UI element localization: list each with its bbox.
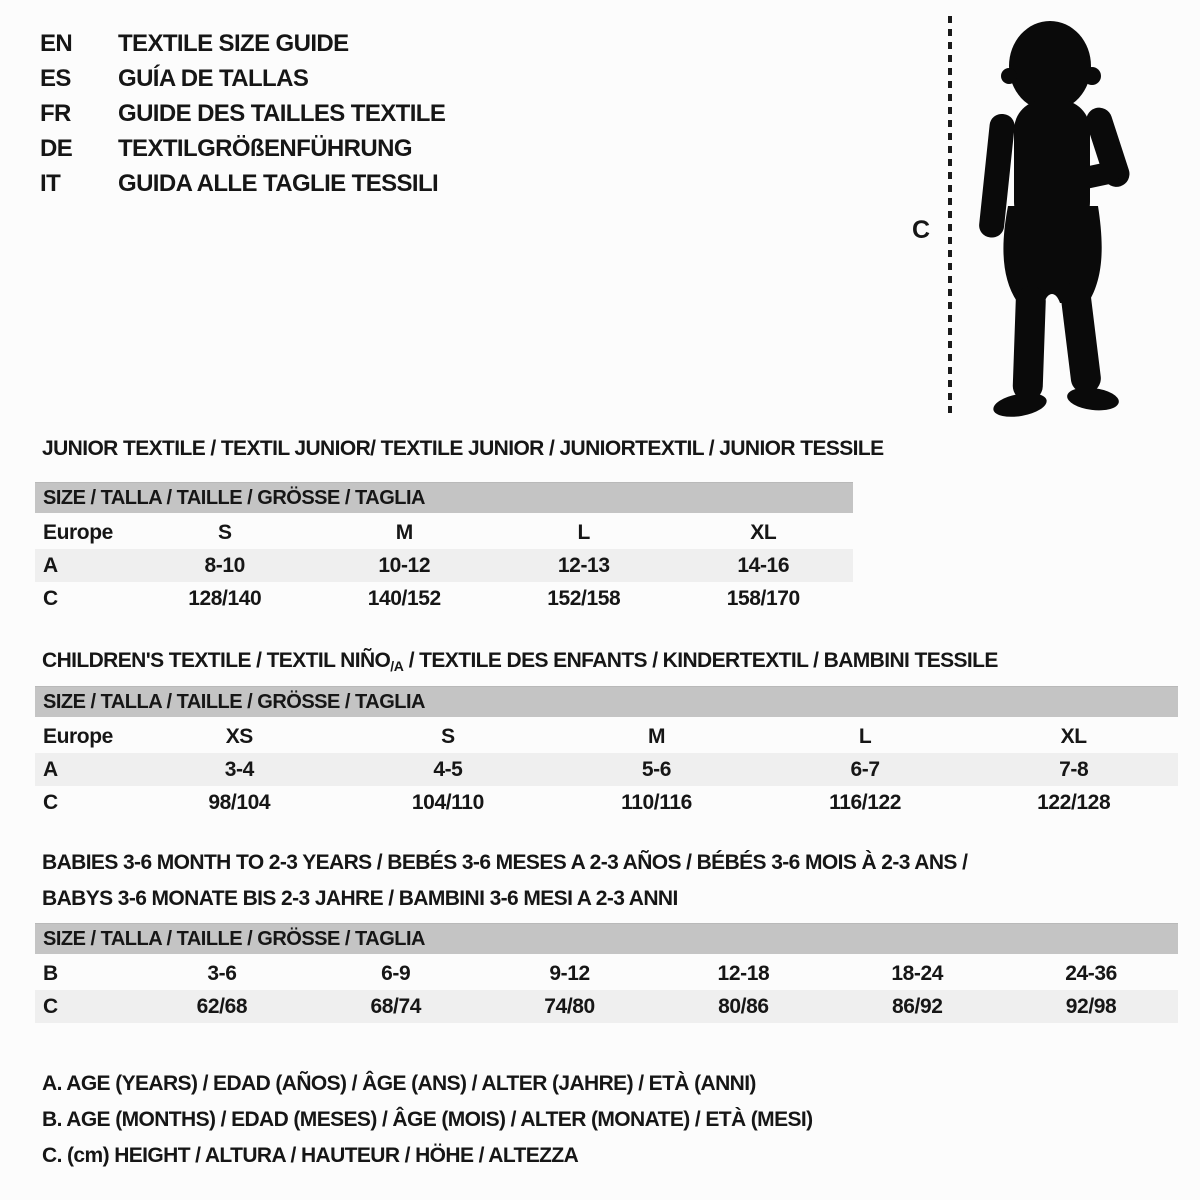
row-label: Europe bbox=[43, 521, 113, 544]
language-code: EN bbox=[40, 30, 73, 57]
row-label: B bbox=[43, 962, 58, 985]
table-cell: XL bbox=[1060, 725, 1087, 748]
table-cell: 10-12 bbox=[378, 554, 431, 577]
legend-line-height-cm: C. (cm) HEIGHT / ALTURA / HAUTEUR / HÖHE / ALTEZZA bbox=[42, 1144, 579, 1167]
row-label: A bbox=[43, 758, 58, 781]
table-row bbox=[35, 582, 853, 615]
language-label: GUÍA DE TALLAS bbox=[118, 65, 309, 92]
measure-legend bbox=[42, 1066, 813, 1174]
table-cell: S bbox=[217, 521, 232, 544]
table-cell: 24-36 bbox=[1065, 962, 1117, 985]
language-row bbox=[40, 131, 445, 166]
table-row bbox=[35, 549, 853, 582]
table-row bbox=[35, 990, 1178, 1023]
table-cell: 14-16 bbox=[737, 554, 790, 577]
table-cell: 3-6 bbox=[207, 962, 237, 985]
table-cell: 6-9 bbox=[381, 962, 411, 985]
babies-section-title bbox=[42, 845, 967, 917]
table-cell: 110/116 bbox=[621, 791, 692, 814]
table-cell: 62/68 bbox=[196, 995, 248, 1018]
babies-title-line1: BABIES 3-6 MONTH TO 2-3 YEARS / BEBÉS 3-6 MESES A 2-3 AÑOS / BÉBÉS 3-6 MOIS À 2-3 ANS / bbox=[42, 851, 968, 874]
legend-line-age-years: A. AGE (YEARS) / EDAD (AÑOS) / ÂGE (ANS) / ALTER (JAHRE) / ETÀ (ANNI) bbox=[42, 1072, 756, 1095]
language-label: TEXTILE SIZE GUIDE bbox=[118, 30, 349, 57]
children-title-main: CHILDREN'S TEXTILE / TEXTIL NIÑO bbox=[42, 649, 391, 672]
table-cell: L bbox=[577, 521, 590, 544]
children-title-rest: / TEXTILE DES ENFANTS / KINDERTEXTIL / BAMBINI TESSILE bbox=[403, 649, 998, 672]
language-title-block bbox=[40, 26, 445, 201]
table-cell: 74/80 bbox=[544, 995, 595, 1018]
table-cell: M bbox=[395, 521, 413, 544]
table-cell: XL bbox=[750, 521, 777, 544]
table-cell: 5-6 bbox=[641, 758, 672, 781]
table-cell: 152/158 bbox=[547, 587, 621, 610]
row-label: A bbox=[43, 554, 58, 577]
height-measure-dashed-line bbox=[948, 16, 952, 416]
table-cell: 4-5 bbox=[433, 758, 463, 781]
table-cell: 6-7 bbox=[850, 758, 880, 781]
height-measure-label: C bbox=[912, 216, 930, 244]
table-cell: 86/92 bbox=[891, 995, 943, 1018]
legend-line-age-months: B. AGE (MONTHS) / EDAD (MESES) / ÂGE (MOIS) / ALTER (MONATE) / ETÀ (MESI) bbox=[42, 1108, 813, 1131]
children-size-table bbox=[35, 686, 1178, 819]
table-cell: XS bbox=[225, 725, 253, 748]
table-cell: 98/104 bbox=[208, 791, 271, 814]
junior-section-title: JUNIOR TEXTILE / TEXTIL JUNIOR/ TEXTILE JUNIOR / JUNIORTEXTIL / JUNIOR TESSILE bbox=[42, 437, 884, 460]
language-code: ES bbox=[40, 65, 71, 92]
size-table-header: SIZE / TALLA / TAILLE / GRÖSSE / TAGLIA bbox=[35, 482, 853, 513]
table-cell: M bbox=[647, 725, 666, 748]
language-row bbox=[40, 61, 445, 96]
language-label: GUIDA ALLE TAGLIE TESSILI bbox=[118, 170, 439, 197]
table-cell: 9-12 bbox=[549, 962, 590, 985]
table-cell: 128/140 bbox=[188, 587, 262, 610]
table-cell: 68/74 bbox=[370, 995, 422, 1018]
language-code: FR bbox=[40, 100, 71, 127]
table-cell: 12-13 bbox=[557, 554, 610, 577]
table-row bbox=[35, 720, 1178, 753]
junior-size-table bbox=[35, 482, 853, 615]
row-label: C bbox=[43, 995, 58, 1018]
table-cell: 158/170 bbox=[726, 587, 800, 610]
children-section-title bbox=[42, 643, 998, 684]
table-cell: 122/128 bbox=[1037, 791, 1111, 814]
table-cell: 3-4 bbox=[224, 758, 254, 781]
table-cell: 104/110 bbox=[411, 791, 484, 814]
language-row bbox=[40, 26, 445, 61]
table-cell: 12-18 bbox=[717, 962, 770, 985]
table-cell: 80/86 bbox=[718, 995, 769, 1018]
table-row bbox=[35, 516, 853, 549]
table-cell: 7-8 bbox=[1059, 758, 1089, 781]
row-label: C bbox=[43, 791, 58, 814]
babies-size-table bbox=[35, 923, 1178, 1023]
language-row bbox=[40, 96, 445, 131]
table-row bbox=[35, 786, 1178, 819]
table-cell: 92/98 bbox=[1065, 995, 1117, 1018]
language-label: TEXTILGRÖßENFÜHRUNG bbox=[118, 135, 412, 162]
table-row bbox=[35, 753, 1178, 786]
size-table-header: SIZE / TALLA / TAILLE / GRÖSSE / TAGLIA bbox=[35, 686, 1178, 717]
language-label: GUIDE DES TAILLES TEXTILE bbox=[118, 100, 446, 127]
language-code: IT bbox=[40, 170, 61, 197]
baby-silhouette-icon bbox=[962, 14, 1140, 420]
language-code: DE bbox=[40, 135, 73, 162]
language-row bbox=[40, 166, 445, 201]
row-label: Europe bbox=[43, 725, 113, 748]
size-table-header: SIZE / TALLA / TAILLE / GRÖSSE / TAGLIA bbox=[35, 923, 1178, 954]
table-cell: S bbox=[441, 725, 455, 748]
row-label: C bbox=[43, 587, 58, 610]
table-row bbox=[35, 957, 1178, 990]
children-title-sub: /A bbox=[390, 658, 404, 674]
table-cell: L bbox=[858, 725, 872, 748]
table-cell: 18-24 bbox=[891, 962, 944, 985]
table-cell: 8-10 bbox=[204, 554, 245, 577]
table-cell: 116/122 bbox=[829, 791, 902, 814]
babies-title-line2: BABYS 3-6 MONATE BIS 2-3 JAHRE / BAMBINI 3-6 MESI A 2-3 ANNI bbox=[42, 887, 678, 910]
table-cell: 140/152 bbox=[367, 587, 441, 610]
